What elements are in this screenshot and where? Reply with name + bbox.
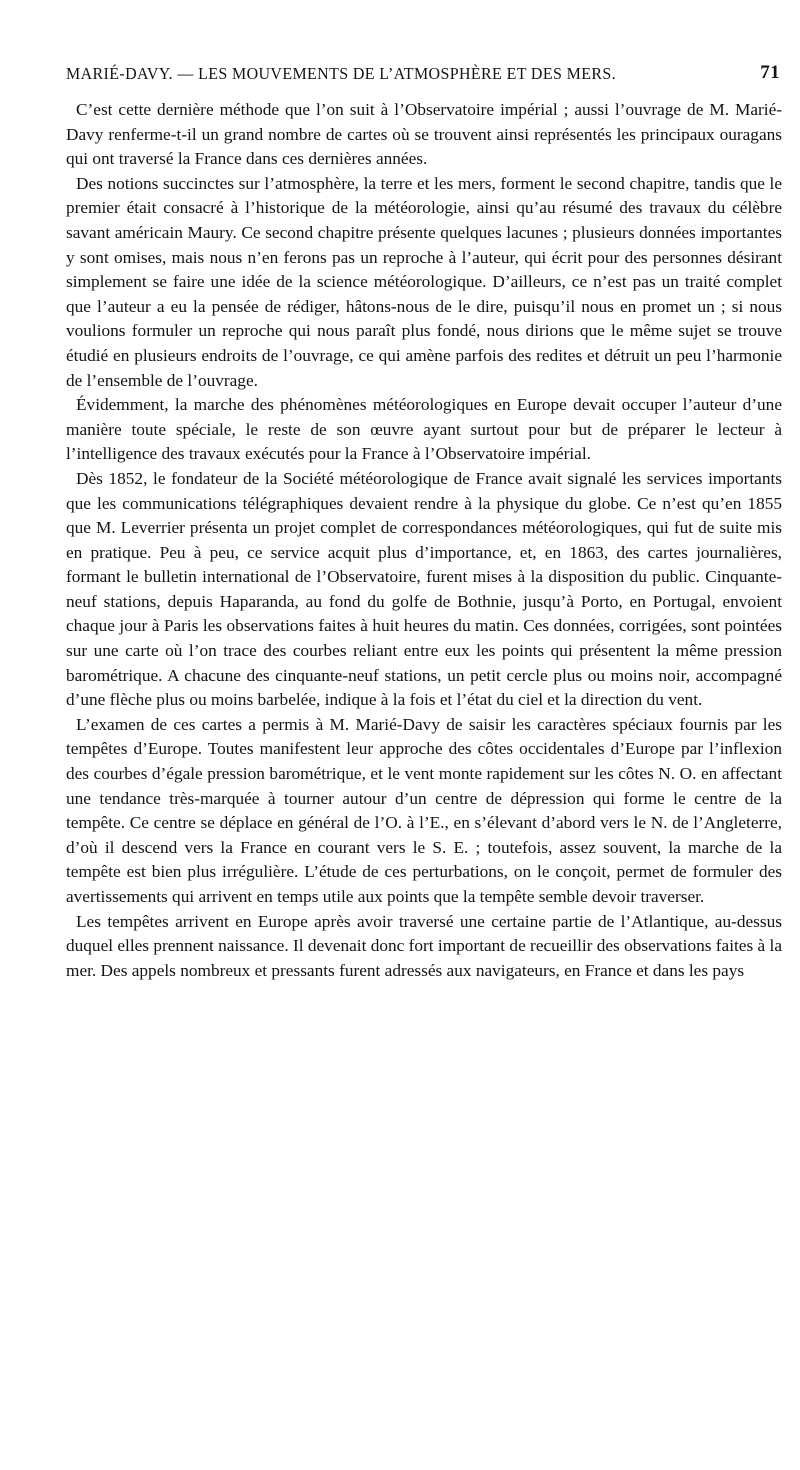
paragraph-second-chapter: Des notions succinctes sur l’atmosphère, la terre et les mers, forment le second chapitre, tandis que le premier était consacré à l’historique de la météorologie, ainsi qu’au résumé des travaux du célèbre savant américain Maury. Ce second chapitre présente quelques lacunes ; plusieurs données importantes y sont omises, mais nous n’en ferons pas un reproche à l’auteur, qui écrit pour des personnes désirant simplement se faire une idée de la science météorologique. D’ailleurs, ce n’est pas un traité complet que l’auteur a eu la pensée de rédiger, hâtons-nous de le dire, puisqu’il nous en promet un ; si nous voulions formuler un reproche qui nous paraît plus fondé, nous dirions que le même sujet se trouve étudié en plusieurs endroits de l’ouvrage, ce qui amène parfois des redites et détruit un peu l’harmonie de l’ensemble de l’ouvrage.	[66, 173, 782, 390]
page	[66, 62, 782, 983]
paragraph-telegraph-service: Dès 1852, le fondateur de la Société météorologique de France avait signalé les services importants que les communications télégraphiques devaient rendre à la physique du globe. Ce n’est qu’en 1855 que M. Leverrier présenta un projet complet de correspondances météorologiques, qui fut de suite mis en pratique. Peu à peu, ce service acquit plus d’importance, et, en 1863, des cartes journalières, formant le bulletin international de l’Observatoire, furent mises à la disposition du public. Cinquante-neuf stations, depuis Haparanda, au fond du golfe de Bothnie, jusqu’à Porto, en Portugal, envoient chaque jour à Paris les observations faites à huit heures du matin. Ces données, corrigées, sont pointées sur une carte où l’on trace des courbes reliant entre eux les points qui présentent la même pression barométrique. A chacune des cinquante-neuf stations, un petit cercle plus ou moins noir, accompagné d’une flèche plus ou moins barbelée, indique à la fois et l’état du ciel et la direction du vent.	[66, 468, 782, 710]
running-head	[66, 62, 782, 92]
paragraph-observatory-method: C’est cette dernière méthode que l’on suit à l’Observatoire impérial ; aussi l’ouvrage de M. Marié-Davy renferme-t-il un grand nombre de cartes où se trouvent ainsi représentés les principaux ouragans qui ont traversé la France dans ces dernières années.	[66, 100, 782, 169]
paragraph-atlantic-observations: Les tempêtes arrivent en Europe après avoir traversé une certaine partie de l’Atlantique, au-dessus duquel elles prennent naissance. Il devenait donc fort important de recueillir des observations faites à la mer. Des appels nombreux et pressants furent adressés aux navigateurs, en France et dans les pays	[66, 911, 782, 980]
paragraph-storm-characteristics: L’examen de ces cartes a permis à M. Marié-Davy de saisir les caractères spéciaux fournis par les tempêtes d’Europe. Toutes manifestent leur approche des côtes occidentales d’Europe par l’inflexion des courbes d’égale pression barométrique, et le vent monte rapidement sur les côtes N. O. en affectant une tendance très-marquée à tourner autour d’un centre de dépression qui forme le centre de la tempête. Ce centre se déplace en général de l’O. à l’E., en s’élevant d’abord vers le N. de l’Angleterre, d’où il descend vers la France en courant vers le S. E. ; toutefois, assez souvent, la marche de la tempête est bien plus irrégulière. L’étude de ces perturbations, on le conçoit, permet de formuler des avertissements qui arrivent en temps utile aux points que la tempête semble devoir traverser.	[66, 714, 782, 906]
body-text	[66, 98, 782, 983]
paragraph-european-phenomena: Évidemment, la marche des phénomènes météorologiques en Europe devait occuper l’auteur d’une manière toute spéciale, le reste de son œuvre ayant surtout pour but de préparer le lecteur à l’intelligence des travaux exécutés pour la France à l’Observatoire impérial.	[66, 395, 782, 464]
page-number: 71	[760, 62, 780, 83]
running-title: MARIÉ-DAVY. — LES MOUVEMENTS DE L’ATMOSPHÈRE ET DES MERS.	[66, 64, 617, 83]
